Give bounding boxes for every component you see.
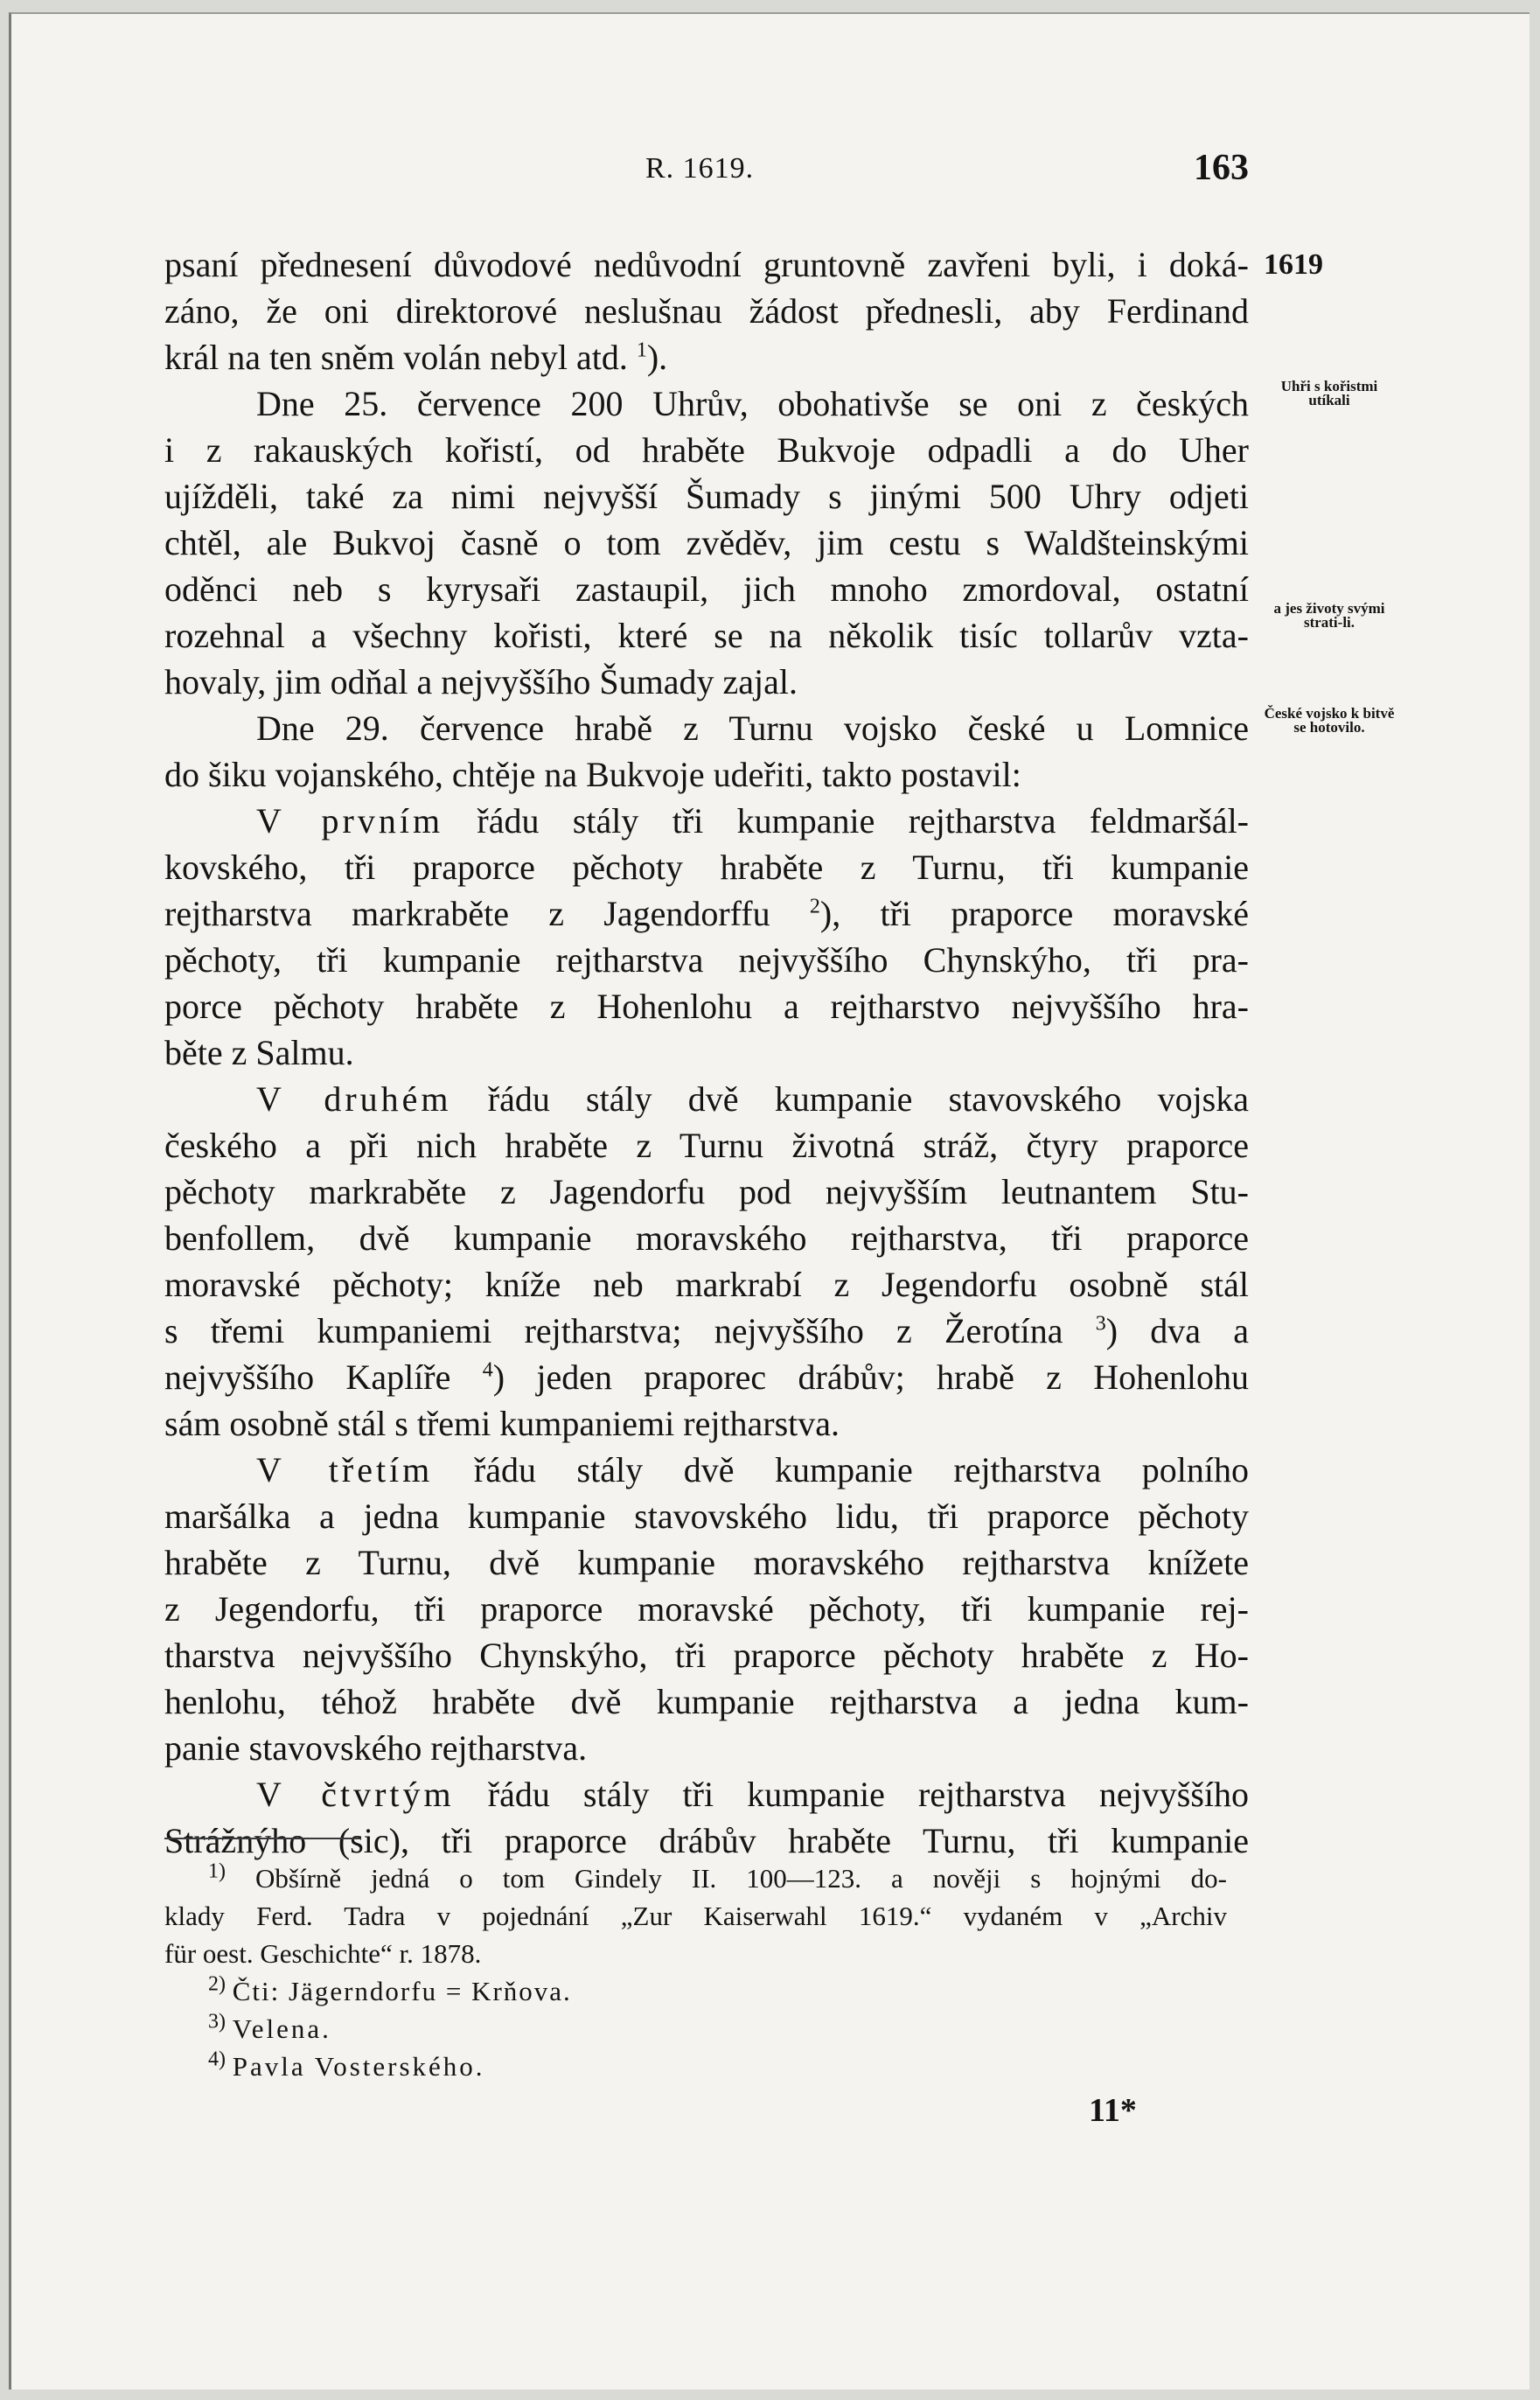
footnote: $^{3)}$ Velena. [208,2010,331,2044]
text-line: pěchoty, tři kumpanie rejtharstva nejvyššího Chynskýho, tři pra- [164,940,1249,980]
text-line: tharstva nejvyššího Chynskýho, tři praporce pěchoty hraběte z Ho- [164,1636,1249,1675]
text-line: Dne 25. července 200 Uhrův, obohativše se oni z českých [256,384,1249,423]
text-line: ujížděli, také za nimi nejvyšší Šumady s jinými 500 Uhry odjeti [164,477,1249,516]
footnotes [164,1859,1227,2085]
text-line: maršálka a jedna kumpanie stavovského lidu, tři praporce pěchoty [164,1497,1249,1536]
footnote: $^{2)}$ Čti: Jägerndorfu = Krňova. [208,1972,572,2006]
margin-note: a jes životy svými strati-li. [1273,600,1385,631]
text-line: panie stavovského rejtharstva. [164,1728,588,1768]
margin-year: 1619 [1264,248,1323,281]
running-header [164,148,1249,196]
book-page [9,12,1530,2390]
text-line: chtěl, ale Bukvoj časně o tom zvěděv, jim cestu s Waldšteinskými [164,523,1249,562]
text-line: nejvyššího Kaplíře $^4$) jeden praporec drábův; hrabě z Hohenlohu [164,1357,1249,1397]
text-line: psaní přednesení důvodové nedůvodní gruntovně zavřeni byli, i doká- [164,245,1249,284]
footnote-rule [164,1838,361,1839]
text-line: kovského, tři praporce pěchoty hraběte z Turnu, tři kumpanie [164,848,1249,887]
spaced-heading: V prvním [256,801,444,841]
footnote-ref: 1 [636,338,647,362]
signature-mark: 11* [1089,2092,1137,2129]
spaced-heading: V čtvrtým [256,1775,455,1814]
page-number: 163 [1194,148,1249,188]
footnote-ref: 4 [482,1358,493,1382]
text-line: běte z Salmu. [164,1033,354,1072]
text-line: král na ten sněm volán nebyl atd. $^1$). [164,338,668,377]
text-line: i z rakauských kořistí, od hraběte Bukvoje odpadli a do Uher [164,430,1249,470]
text-line: českého a při nich hraběte z Turnu životná stráž, čtyry praporce [164,1126,1249,1165]
running-title: R. 1619. [645,152,755,185]
text-line: sám osobně stál s třemi kumpaniemi rejtharstva. [164,1404,840,1443]
text-line: V čtvrtým řádu stály tři kumpanie rejtharstva nejvyššího [256,1775,1250,1814]
text-line: rozehnal a všechny kořisti, které se na několik tisíc tollarův vzta- [164,616,1249,655]
text-line: porce pěchoty hraběte z Hohenlohu a rejtharstvo nejvyššího hra- [164,987,1249,1026]
footnote-line: für oest. Geschichte“ r. 1878. [164,1938,482,1969]
text-line: V třetím řádu stály dvě kumpanie rejtharstva polního [256,1450,1249,1490]
footnote-ref: 2 [809,895,820,918]
spaced-heading: V druhém [256,1079,452,1119]
text-line: V druhém řádu stály dvě kumpanie stavovského vojska [256,1079,1250,1119]
text-line: s třemi kumpaniemi rejtharstva; nejvyššího z Žerotína $^3$) dva a [164,1311,1250,1350]
text-line: pěchoty markraběte z Jagendorfu pod nejvyšším leutnantem Stu- [164,1172,1249,1211]
footnote: $^{1)}$ Obšírně jedná o tom Gindely II. 100—123. a nověji s hojnými do- [208,1859,1227,1894]
text-line: hraběte z Turnu, dvě kumpanie moravského rejtharstva knížete [164,1543,1249,1582]
footnote-ref: 3 [1095,1312,1106,1336]
text-line: z Jegendorfu, tři praporce moravské pěchoty, tři kumpanie rej- [164,1589,1249,1629]
text-line: V prvním řádu stály tři kumpanie rejtharstva feldmaršál- [256,801,1250,841]
text-line: hovaly, jim odňal a nejvyššího Šumady zajal. [164,662,798,701]
text-line: henlohu, téhož hraběte dvě kumpanie rejtharstva a jedna kum- [164,1682,1249,1721]
spaced-heading: V třetím [256,1450,434,1490]
text-line: Strážnýho (sic), tři praporce drábův hraběte Turnu, tři kumpanie [164,1821,1249,1860]
text-line: Dne 29. července hrabě z Turnu vojsko české u Lomnice [256,708,1249,748]
margin-note: České vojsko k bitvě se hotovilo. [1264,705,1395,736]
text-line: záno, že oni direktorové neslušnau žádost přednesli, aby Ferdinand [164,291,1249,331]
body-text [164,241,1249,1864]
text-line: do šiku vojanského, chtěje na Bukvoje udeřiti, takto postavil: [164,755,1021,794]
footnote: $^{4)}$ Pavla Vosterského. [208,2048,485,2082]
text-line: moravské pěchoty; kníže neb markrabí z Jegendorfu osobně stál [164,1265,1249,1304]
margin-note: Uhři s kořistmi utíkali [1280,378,1378,408]
text-line: rejtharstva markraběte z Jagendorffu $^2$), tři praporce moravské [164,894,1250,933]
text-line: oděnci neb s kyrysaři zastaupil, jich mnoho zmordoval, ostatní [164,569,1249,609]
footnote-line: klady Ferd. Tadra v pojednání „Zur Kaiserwahl 1619.“ vydaném v „Archiv [164,1901,1227,1931]
text-line: benfollem, dvě kumpanie moravského rejtharstva, tři praporce [164,1218,1249,1258]
